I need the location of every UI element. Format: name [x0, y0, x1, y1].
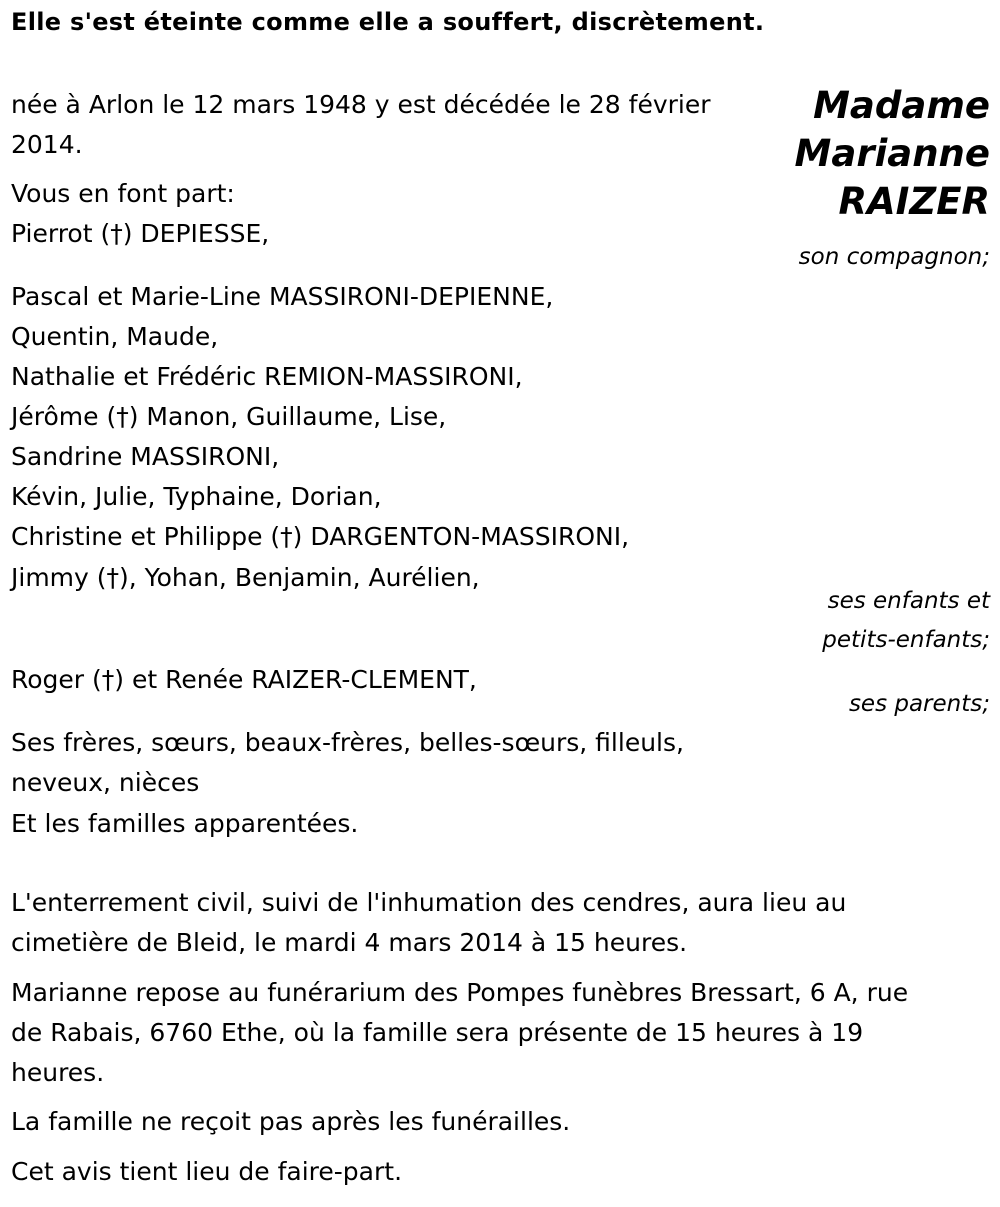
children-line: Jimmy (†), Yohan, Benjamin, Aurélien,	[11, 563, 480, 592]
birth-death-line-2: 2014.	[11, 130, 83, 159]
rest-line: heures.	[11, 1058, 105, 1087]
reception-note: La famille ne reçoit pas après les funérailles.	[11, 1107, 571, 1136]
announcement-text: Vous en font part:	[11, 179, 235, 208]
children-line: Jérôme (†) Manon, Guillaume, Lise,	[11, 402, 447, 431]
rest-line: Marianne repose au funérarium des Pompes funèbres Bressart, 6 A, rue	[11, 978, 909, 1007]
deceased-title: Madame	[813, 84, 990, 127]
burial-line: L'enterrement civil, suivi de l'inhumation des cendres, aura lieu au	[11, 888, 847, 917]
relatives-line: Ses frères, sœurs, beaux-frères, belles-sœurs, filleuls,	[11, 728, 684, 757]
parents-role: ses parents;	[848, 691, 990, 717]
children-line: Christine et Philippe (†) DARGENTON-MASSIRONI,	[11, 522, 630, 551]
relatives-line: neveux, nièces	[11, 768, 200, 797]
children-line: Nathalie et Frédéric REMION-MASSIRONI,	[11, 362, 523, 391]
headline: Elle s'est éteinte comme elle a souffert, discrètement.	[11, 8, 765, 36]
deceased-first-name: Marianne	[794, 132, 990, 175]
parents-name: Roger (†) et Renée RAIZER-CLEMENT,	[11, 665, 477, 694]
children-line: Pascal et Marie-Line MASSIRONI-DEPIENNE,	[11, 282, 554, 311]
children-line: Kévin, Julie, Typhaine, Dorian,	[11, 482, 382, 511]
rest-line: de Rabais, 6760 Ethe, où la famille sera présente de 15 heures à 19	[11, 1018, 864, 1047]
children-line: Sandrine MASSIRONI,	[11, 442, 280, 471]
notice-note: Cet avis tient lieu de faire-part.	[11, 1157, 403, 1186]
deceased-last-name: RAIZER	[838, 180, 990, 223]
children-line: Quentin, Maude,	[11, 322, 219, 351]
birth-death-line-1: née à Arlon le 12 mars 1948 y est décédée le 28 février	[11, 90, 711, 119]
relatives-line: Et les familles apparentées.	[11, 809, 359, 838]
partner-name: Pierrot (†) DEPIESSE,	[11, 219, 270, 248]
burial-line: cimetière de Bleid, le mardi 4 mars 2014 à 15 heures.	[11, 928, 688, 957]
children-role-line-1: ses enfants et	[827, 588, 990, 614]
partner-role: son compagnon;	[798, 244, 990, 270]
children-role-line-2: petits-enfants;	[822, 627, 990, 653]
